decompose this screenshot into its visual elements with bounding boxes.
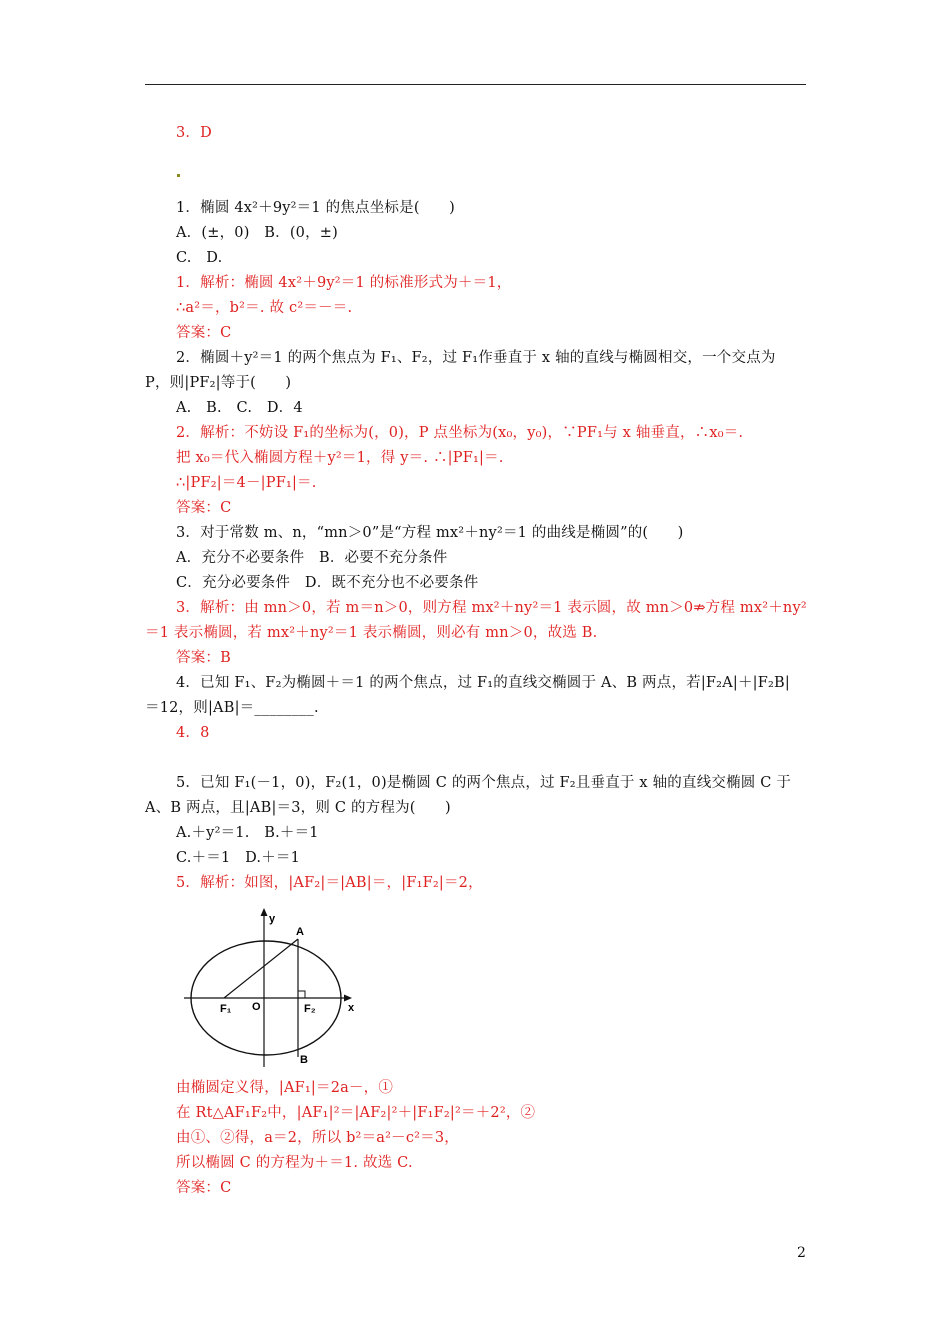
text-line: 答案：C [176, 1180, 232, 1196]
label-f2: F₂ [304, 1003, 316, 1015]
ellipse-figure [180, 905, 365, 1070]
text-line: 由①、②得，a＝2，所以 b²＝a²－c²＝3， [176, 1130, 459, 1146]
text-line: A．(±，0) B．(0，±) [176, 225, 339, 241]
text-line: A、B 两点，且|AB|＝3，则 C 的方程为( ) [145, 800, 451, 816]
text-line: 1．解析：椭圆 4x²＋9y²＝1 的标准形式为＋＝1， [176, 275, 512, 291]
label-o: O [252, 1001, 261, 1013]
text-line: 3．解析：由 mn＞0，若 m＝n＞0，则方程 mx²＋ny²＝1 表示圆，故 mn＞0⇏方程 mx²＋ny² [176, 600, 807, 616]
decorative-dot [177, 174, 180, 177]
label-y: y [269, 913, 276, 925]
text-line: 答案：B [176, 650, 231, 666]
text-line: ＝1 表示椭圆，若 mx²＋ny²＝1 表示椭圆，则必有 mn＞0，故选 B. [145, 625, 598, 641]
text-line: C.＋＝1 D.＋＝1 [176, 850, 301, 866]
text-line: 1．椭圆 4x²＋9y²＝1 的焦点坐标是( ) [176, 200, 455, 216]
page-number: 2 [797, 1245, 806, 1261]
text-line: ∴a²＝，b²＝. 故 c²＝－＝. [176, 300, 353, 316]
segment-af1 [224, 939, 298, 998]
text-line: 由椭圆定义得，|AF₁|＝2a－，① [176, 1080, 394, 1096]
label-f1: F₁ [220, 1003, 232, 1015]
text-line: 3．对于常数 m、n，“mn＞0”是“方程 mx²＋ny²＝1 的曲线是椭圆”的( ) [176, 525, 684, 541]
x-axis-arrow-icon [344, 995, 352, 1002]
text-line: 答案：C [176, 500, 232, 516]
header-rule [145, 84, 806, 85]
text-line: 5．解析：如图，|AF₂|＝|AB|＝，|F₁F₂|＝2， [176, 875, 483, 891]
text-line: 3．D [176, 125, 212, 141]
text-line: A.＋y²＝1. B.＋＝1 [176, 825, 319, 841]
text-line: 把 x₀＝代入椭圆方程＋y²＝1，得 y＝. ∴|PF₁|＝. [176, 450, 504, 466]
label-a: A [296, 926, 304, 938]
text-line: 5．已知 F₁(－1，0)，F₂(1，0)是椭圆 C 的两个焦点，过 F₂且垂直于 x 轴的直线交椭圆 C 于 [176, 775, 792, 791]
text-line: C. D. [176, 250, 223, 266]
text-line: 在 Rt△AF₁F₂中，|AF₁|²＝|AF₂|²＋|F₁F₂|²＝＋2²，② [176, 1105, 536, 1121]
right-angle-mark [298, 991, 305, 998]
text-line: ∴|PF₂|＝4－|PF₁|＝. [176, 475, 317, 491]
text-line: 4．已知 F₁、F₂为椭圆＋＝1 的两个焦点，过 F₁的直线交椭圆于 A、B 两点，若|F₂A|＋|F₂B| [176, 675, 790, 691]
text-line: P，则|PF₂|等于( ) [145, 375, 292, 391]
text-line: C．充分必要条件 D．既不充分也不必要条件 [176, 575, 479, 591]
text-line: 答案：C [176, 325, 232, 341]
text-line: ＝12，则|AB|＝________. [145, 700, 319, 716]
text-line: 2．椭圆＋y²＝1 的两个焦点为 F₁、F₂，过 F₁作垂直于 x 轴的直线与椭圆相交，一个交点为 [176, 350, 776, 366]
y-axis-arrow-icon [261, 908, 268, 916]
text-line: A. B. C. D．4 [176, 400, 303, 416]
label-b: B [300, 1054, 308, 1066]
text-line: 所以椭圆 C 的方程为＋＝1. 故选 C. [176, 1155, 413, 1171]
text-line: A．充分不必要条件 B．必要不充分条件 [176, 550, 448, 566]
label-x: x [348, 1002, 355, 1014]
text-line: 4．8 [176, 725, 210, 741]
text-line: 2．解析：不妨设 F₁的坐标为(，0)，P 点坐标为(x₀，y₀)，∵PF₁与 x 轴垂直，∴x₀＝. [176, 425, 744, 441]
